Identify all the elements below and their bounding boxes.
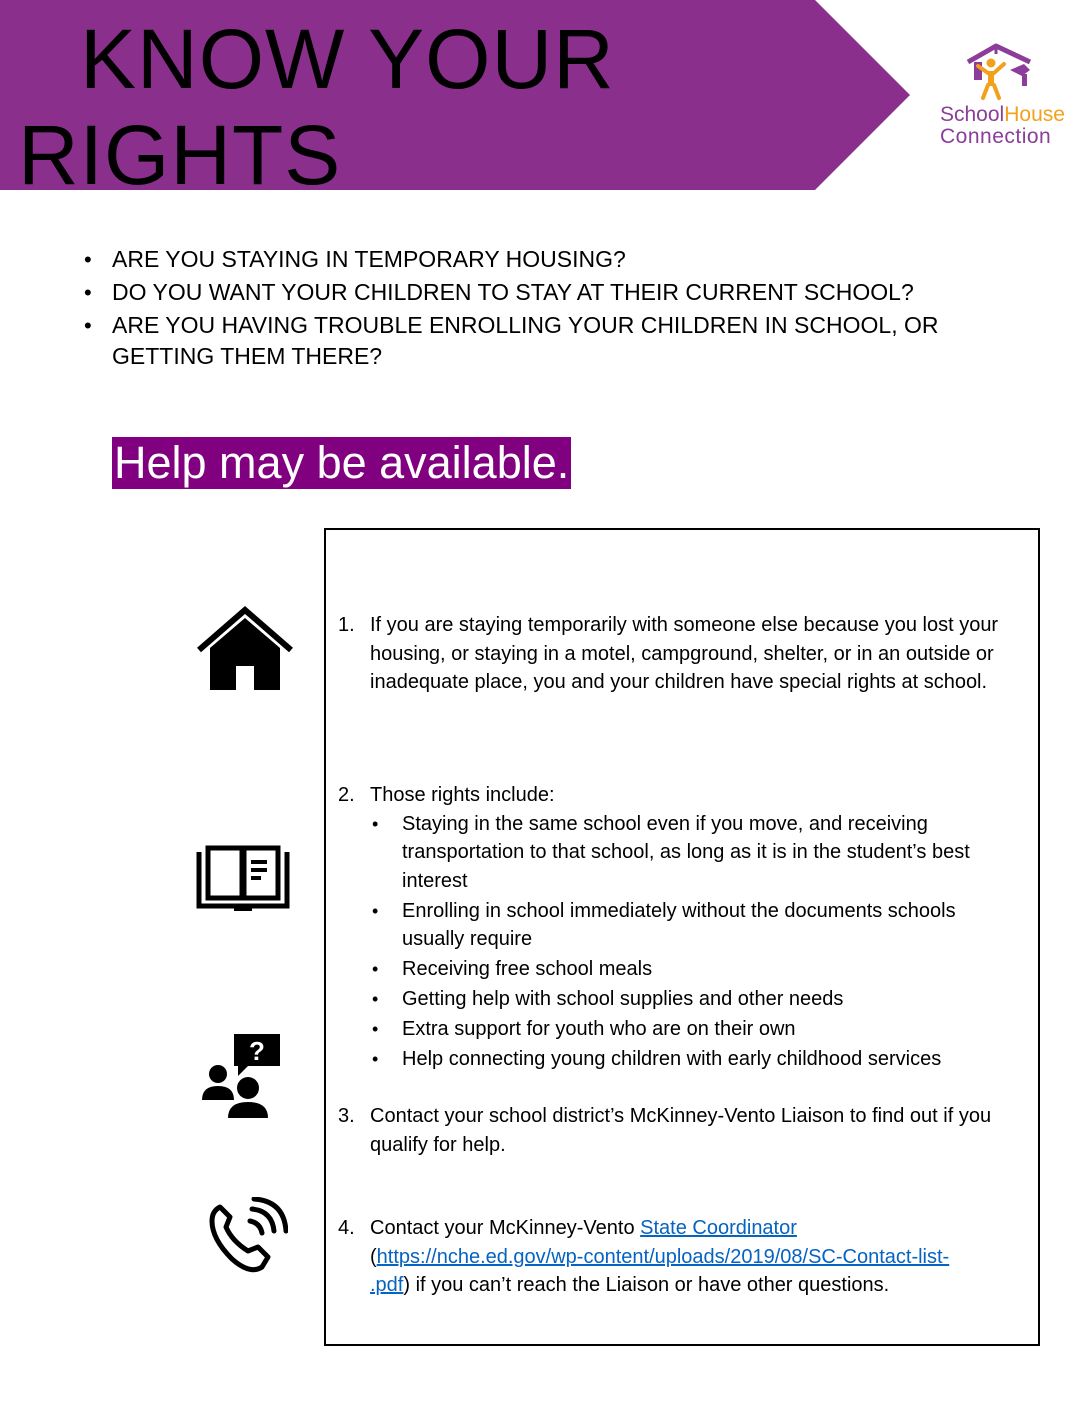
numbered-item-1 xyxy=(338,611,1018,697)
list-item: • Extra support for youth who are on their own xyxy=(370,1015,1018,1044)
page-title-line2: RIGHTS xyxy=(18,108,342,202)
item-number: 3. xyxy=(338,1105,355,1127)
numbered-item-3 xyxy=(338,1102,1018,1159)
list-item: • Staying in the same school even if you move, and receiving transportation to that school, as long as it is in the student’s best interest xyxy=(370,810,1018,896)
list-item: • ARE YOU HAVING TROUBLE ENROLLING YOUR CHILDREN IN SCHOOL, OR GETTING THEM THERE? xyxy=(80,310,1040,372)
item-number: 2. xyxy=(338,784,355,806)
item-text: If you are staying temporarily with someone else because you lost your housing, or staying in a motel, campground, shelter, or in an outside or inadequate place, you and your children have special rights at school. xyxy=(370,614,999,694)
rights-list xyxy=(370,810,1018,1074)
list-item: • Enrolling in school immediately without the documents schools usually require xyxy=(370,897,1018,954)
numbered-item-2 xyxy=(338,781,1018,1075)
item-number: 4. xyxy=(338,1217,355,1239)
question-list xyxy=(80,244,1040,374)
list-item: • DO YOU WANT YOUR CHILDREN TO STAY AT THEIR CURRENT SCHOOL? xyxy=(80,277,1040,308)
logo-wordmark: SchoolHouse xyxy=(940,103,1065,126)
phone-icon xyxy=(206,1197,288,1279)
numbered-item-4 xyxy=(338,1214,1018,1300)
list-item: • Help connecting young children with early childhood services xyxy=(370,1045,1018,1074)
item-text: Contact your McKinney-Vento State Coordinator (https://nche.ed.gov/wp-content/uploads/2019/08/SC-Contact-list- .pdf) if you can’t reach the Liaison or have other questions. xyxy=(370,1217,950,1297)
contact-list-url-link[interactable]: https://nche.ed.gov/wp-content/uploads/2019/08/SC-Contact-list- .pdf xyxy=(370,1245,950,1297)
logo-wordmark-line2: Connection xyxy=(940,125,1052,148)
list-item: • ARE YOU STAYING IN TEMPORARY HOUSING? xyxy=(80,244,1040,275)
item-text: Contact your school district’s McKinney-Vento Liaison to find out if you qualify for help. xyxy=(370,1105,992,1156)
list-item: • Receiving free school meals xyxy=(370,955,1018,984)
item-number: 1. xyxy=(338,614,355,636)
home-icon xyxy=(196,606,294,692)
state-coordinator-link[interactable]: State Coordinator xyxy=(640,1217,797,1239)
list-item: • Getting help with school supplies and other needs xyxy=(370,985,1018,1014)
page-title-line1: KNOW YOUR xyxy=(80,12,615,106)
people-question-icon xyxy=(202,1032,282,1120)
svg-text:?: ? xyxy=(249,1036,265,1066)
help-banner: Help may be available. xyxy=(114,437,570,488)
book-icon xyxy=(196,844,290,912)
item-text: Those rights include: xyxy=(370,784,555,806)
